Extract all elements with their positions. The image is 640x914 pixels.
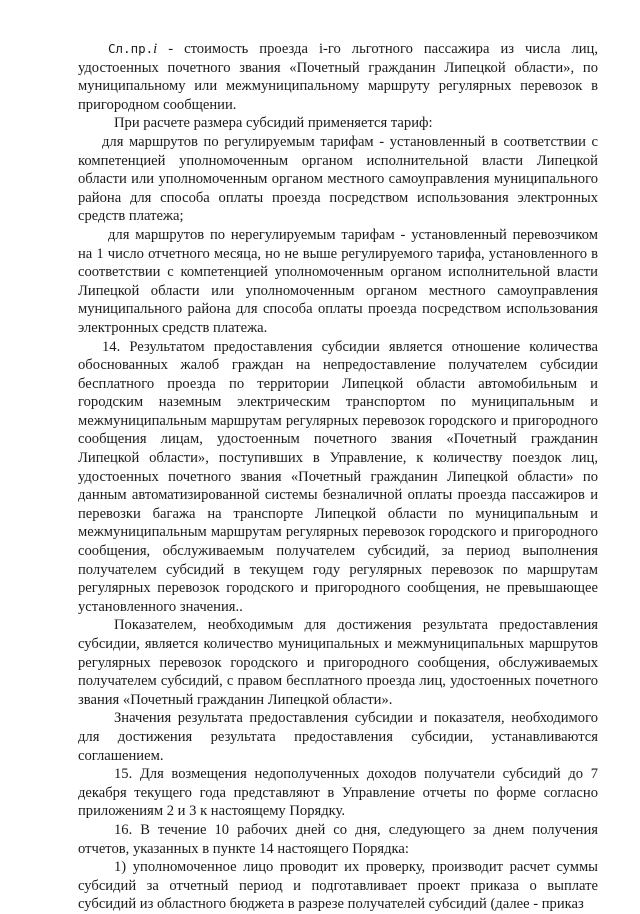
- paragraph-formula-definition: Сл.пр.i - стоимость проезда i-го льготного пассажира из числа лиц, удостоенных почетного звания «Почетный гражданин Липецкой области», по муниципальному или межмуниципальному маршруту регулярных перевозок в пригородном сообщении.: [78, 41, 598, 113]
- document-page: [78, 40, 598, 914]
- paragraph-values: Значения результата предоставления субсидии и показателя, необходимого для достижения результата предоставления субсидии, устанавливаются соглашением.: [78, 710, 598, 764]
- paragraph-unregulated-tariff: для маршрутов по нерегулируемым тарифам - установленный перевозчиком на 1 число отчетного месяца, но не выше регулируемого тарифа, установленного в соответствии с компетенцией уполномоченным органом исполнительной власти Липецкой области или уполномоченным органом местного самоуправления муниципального района для способа оплаты проезда посредством использования электронных средств платежа.: [78, 226, 598, 336]
- paragraph-clause-16-item-1: 1) уполномоченное лицо проводит их проверку, производит расчет суммы субсидий за отчетный период и подготавливает проект приказа о выплате субсидий из областного бюджета в разрезе получателей субсидий (далее - приказ: [78, 859, 598, 913]
- paragraph-regulated-tariff: для маршрутов по регулируемым тарифам - установленный в соответствии с компетенцией уполномоченным органом исполнительной власти Липецкой области или уполномоченным органом местного самоуправления муниципального района для способа оплаты проезда посредством использования электронных средств платежа;: [78, 133, 598, 225]
- paragraph-indicator: Показателем, необходимым для достижения результата предоставления субсидии, является количество муниципальных и межмуниципальных маршрутов регулярных перевозок городского и пригородного сообщения, обслуживаемых получателем субсидий, с правом бесплатного проезда лиц, удостоенных почетного звания «Почетный гражданин Липецкой области».: [78, 617, 598, 708]
- paragraph-tariff-intro: При расчете размера субсидий применяется тариф:: [114, 115, 433, 132]
- paragraph-clause-15: 15. Для возмещения недополученных доходов получатели субсидий до 7 декабря текущего года представляют в Управление отчеты по форме согласно приложениям 2 и 3 к настоящему Порядку.: [78, 766, 598, 820]
- formula-variable: Сл.пр.i: [108, 41, 158, 57]
- paragraph-clause-16: 16. В течение 10 рабочих дней со дня, следующего за днем получения отчетов, указанных в пункте 14 настоящего Порядка:: [78, 821, 598, 857]
- paragraph-clause-14: 14. Результатом предоставления субсидии является отношение количества обоснованных жалоб граждан на непредоставление получателем субсидии бесплатного проезда по территории Липецкой области автомобильным и городским наземным электрическим транспортом по муниципальным и межмуниципальным маршрутам регулярных перевозок городского и пригородного сообщения лицам, удостоенным почетного звания «Почетный гражданин Липецкой области», поступивших в Управление, к количеству поездок лиц, удостоенных почетного звания «Почетный гражданин Липецкой области» по данным автоматизированной системы безналичной оплаты проезда пассажиров и перевозки багажа на транспорте Липецкой области по муниципальным и межмуниципальным маршрутам регулярных перевозок городского и пригородного сообщения, обслуживаемым получателем субсидий, за период выполнения получателем субсидий в текущем году регулярных перевозок по маршрутам регулярных перевозок городского и пригородного сообщения, не превышающее установленного значения..: [78, 338, 598, 615]
